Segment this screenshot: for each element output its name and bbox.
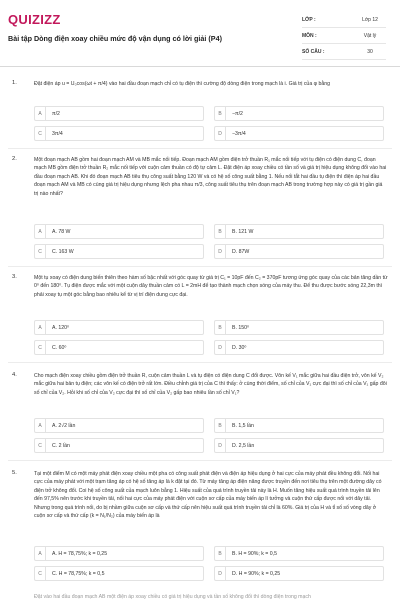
question-divider xyxy=(8,148,392,149)
question-text: Tại một điểm M có một máy phát điện xoay chiều một pha có công suất phát điện và điện áp hiệu dụng ở hai cực của máy phát đều không đổi. Nối hai cực của máy phát với một trạm tăng áp có hệ số tăng áp là k đặt tại đó. Từ máy tăng áp điện năng được truyền đến nơi tiêu thụ trên một đường dây có điện trở không đổi. Coi hệ số công suất của mạch luôn bằng 1. Hiệu suất của quá trình truyền tải này là H. Muốn tăng hiệu suất quá trình truyền tải lên đến 97,5% nên trước khi truyền tải, nối hai cực của máy phát điện với cuộn sơ cấp của máy biến áp lí tưởng và cuộn thứ cấp được nối với dây tải. Nhưng trong quá trình nối, do bị nhầm giữa cuộn sơ cấp và thứ cấp nên hiệu suất quá trình truyền tải chỉ là 60%. Giá trị của H và tỉ số số vòng dây ở cuộn sơ cấp và thứ cấp (k = N₁/N₂) của máy biến áp là xyxy=(34,471,382,520)
meta-label: MÔN : xyxy=(302,32,317,39)
option-text: D. 2,5 lần xyxy=(232,442,255,449)
option-letter: A xyxy=(35,419,46,432)
option-letter: A xyxy=(35,107,46,120)
question-text: Một tụ xoay có điện dung biến thiên theo hàm số bậc nhất với góc quay từ giá trị C₁ = 10pF đến C₂ = 370pF tương ứng góc quay của các bản tăng dần từ 0⁰ đến 180⁰. Tụ điện được mắc với một cuộn dây thuần cảm có L = 2mH để tạo thành mạch chọn sóng của máy thu. Để thu được bước sóng 22,3m thì phải xoay tụ một góc bằng bao nhiêu kể từ vị trí điện dung cực đại. xyxy=(34,275,388,298)
option-c[interactable] xyxy=(34,566,204,581)
question-number: 2. xyxy=(12,156,17,162)
option-text: D. 87W xyxy=(232,248,250,255)
option-text: A. H = 78,75%; k = 0,25 xyxy=(52,550,108,557)
option-b[interactable] xyxy=(214,320,384,335)
option-letter: B xyxy=(215,225,226,238)
option-a[interactable] xyxy=(34,546,204,561)
option-b[interactable] xyxy=(214,418,384,433)
question-divider xyxy=(8,266,392,267)
option-text: B. H = 90%; k = 0,5 xyxy=(232,550,277,557)
option-d[interactable] xyxy=(214,244,384,259)
option-c[interactable] xyxy=(34,438,204,453)
option-letter: A xyxy=(35,225,46,238)
option-letter: A xyxy=(35,547,46,560)
option-letter: C xyxy=(35,341,46,354)
option-text: π/2 xyxy=(52,110,60,117)
option-letter: B xyxy=(215,419,226,432)
option-letter: C xyxy=(35,439,46,452)
option-letter: C xyxy=(35,245,46,258)
meta-label: SỐ CÂU : xyxy=(302,48,325,55)
option-c[interactable] xyxy=(34,340,204,355)
option-text: 3π/4 xyxy=(52,130,63,137)
option-text: B. 1,5 lần xyxy=(232,422,254,429)
header-divider xyxy=(0,66,400,67)
option-b[interactable] xyxy=(214,224,384,239)
option-d[interactable] xyxy=(214,566,384,581)
option-c[interactable] xyxy=(34,244,204,259)
option-d[interactable] xyxy=(214,340,384,355)
option-letter: A xyxy=(35,321,46,334)
option-a[interactable] xyxy=(34,106,204,121)
option-text: A. 78 W xyxy=(52,228,71,235)
option-text: D. 30⁰ xyxy=(232,344,247,351)
quizizz-logo: QUIZIZZ xyxy=(8,12,61,27)
option-letter: C xyxy=(35,567,46,580)
option-a[interactable] xyxy=(34,320,204,335)
option-text: D. H = 90%; k = 0,25 xyxy=(232,570,281,577)
meta-label: LỚP : xyxy=(302,16,316,23)
option-text: A. 2√2 lần xyxy=(52,422,76,429)
question-text: Đặt điện áp u = U₀cos(ωt + π/4) vào hai đầu đoạn mạch chỉ có tụ điện thì cường độ dòng điện trong mạch là i. Giá trị của φ bằng xyxy=(34,81,330,87)
question-number: 3. xyxy=(12,274,17,280)
meta-value: 30 xyxy=(367,48,373,55)
question-text: Cho mạch điện xoay chiều gồm điện trở thuần R, cuộn cảm thuần L và tụ điện có điện dung C đổi được. Vôn kế V₁ mắc giữa hai đầu điện trở, vôn kế V₂ mắc giữa hai bản tụ điện; các vôn kế có điện trở rất lớn. Điều chỉnh giá trị của C thì thấy: ở cùng thời điểm, số chỉ của V₁ cực đại thì số chỉ của V₁ gấp đôi số chỉ của V₂. Hỏi khi số chỉ của V₂ cực đại thì số chỉ của V₂ gấp bao nhiêu lần số chỉ V₁? xyxy=(34,373,387,396)
option-letter: D xyxy=(215,439,226,452)
option-text: C. 163 W xyxy=(52,248,74,255)
option-letter: D xyxy=(215,341,226,354)
option-letter: C xyxy=(35,127,46,140)
option-text: C. 2 lần xyxy=(52,442,70,449)
option-d[interactable] xyxy=(214,126,384,141)
meta-row-subject xyxy=(302,28,386,44)
option-text: B. 121 W xyxy=(232,228,254,235)
question-divider xyxy=(8,362,392,363)
option-letter: D xyxy=(215,127,226,140)
meta-value: Vật lý xyxy=(363,32,377,39)
option-letter: B xyxy=(215,547,226,560)
document-title: Bài tập Dòng điện xoay chiều mức độ vận dụng có lời giải (P4) xyxy=(8,34,222,43)
option-a[interactable] xyxy=(34,418,204,433)
next-question-preview: Đặt vào hai đầu đoạn mạch AB một điện áp xoay chiều có giá trị hiệu dụng và tần số không đổi thì dòng điện trong mạch xyxy=(34,594,311,600)
question-number: 1. xyxy=(12,80,17,86)
meta-table xyxy=(302,12,386,60)
option-text: C. 60⁰ xyxy=(52,344,67,351)
meta-row-class xyxy=(302,12,386,28)
header xyxy=(0,0,400,62)
option-letter: B xyxy=(215,321,226,334)
option-b[interactable] xyxy=(214,106,384,121)
option-c[interactable] xyxy=(34,126,204,141)
option-text: −π/2 xyxy=(232,110,243,117)
option-letter: D xyxy=(215,245,226,258)
option-text: C. H = 78,75%; k = 0,5 xyxy=(52,570,105,577)
option-b[interactable] xyxy=(214,546,384,561)
option-text: −3π/4 xyxy=(232,130,246,137)
question-divider xyxy=(8,460,392,461)
question-number: 5. xyxy=(12,470,17,476)
meta-value: Lớp 12 xyxy=(362,16,378,23)
option-text: B. 150⁰ xyxy=(232,324,250,331)
option-d[interactable] xyxy=(214,438,384,453)
option-letter: D xyxy=(215,567,226,580)
question-number: 4. xyxy=(12,372,17,378)
option-letter: B xyxy=(215,107,226,120)
option-text: A. 120⁰ xyxy=(52,324,70,331)
meta-row-count xyxy=(302,44,386,60)
option-a[interactable] xyxy=(34,224,204,239)
question-text: Một đoạn mạch AB gồm hai đoạn mạch AM và MB mắc nối tiếp. Đoạn mạch AM gồm điện trở thuần R₁ mắc nối tiếp với tụ điện có điện dung C, đoạn mạch MB gồm điện trở thuần R₂ mắc nối tiếp với cuộn cảm thuần có độ tự cảm L. Đặt điện áp xoay chiều có tần số và giá trị hiệu dụng không đổi vào hai đầu đoạn mạch AB. Khi đó đoạn mạch AB tiêu thụ công suất bằng 120 W và có hệ số công suất bằng 1. Nếu nối tắt hai đầu tụ điện thì điện áp hai đầu đoạn mạch AM và MB có cùng giá trị hiệu dụng nhưng lệch pha nhau π/3, công suất tiêu thụ trên đoạn mạch AB trong trường hợp này có giá trị gần giá trị nào nhất? xyxy=(34,157,387,197)
